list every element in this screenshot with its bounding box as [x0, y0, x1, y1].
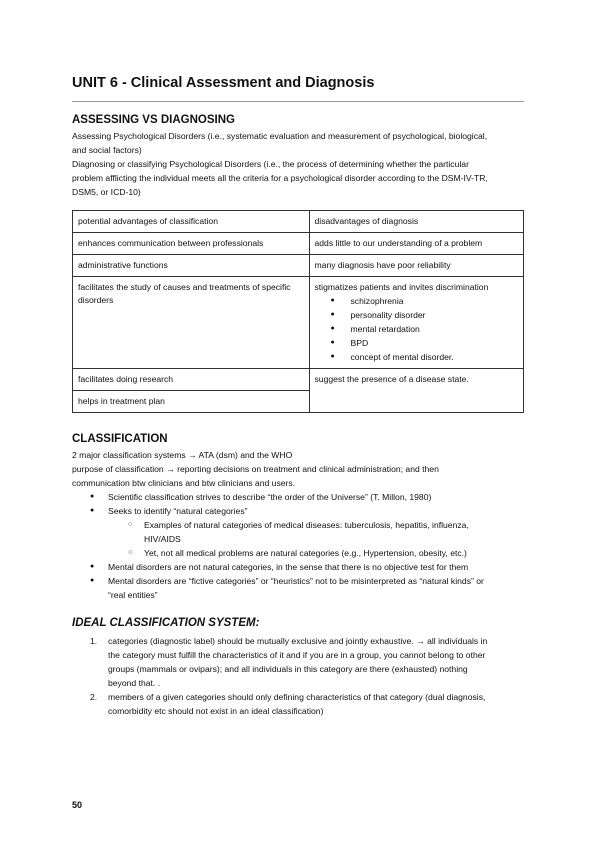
list-item: ● Seeks to identify “natural categories”	[90, 506, 248, 516]
table-row	[73, 211, 524, 233]
ideal-classification-list	[72, 634, 524, 718]
bullet-icon: ●	[330, 325, 335, 332]
list-item: ● concept of mental disorder.	[330, 352, 454, 362]
bullet-icon: ●	[330, 311, 335, 318]
mental-disorder-bullets	[72, 560, 524, 602]
stigma-bullet-list	[315, 294, 519, 364]
cell-text: stigmatizes patients and invites discrimination	[314, 282, 489, 292]
table-cell: helps in treatment plan	[73, 391, 310, 413]
natural-categories-subbullets	[72, 518, 524, 560]
list-item: groups (mammals or ovipars); and all individuals in this category are there (exhausted) nothing	[108, 664, 468, 674]
classification-table	[72, 210, 524, 413]
list-item: 1. categories (diagnostic label) should be mutually exclusive and jointly exhaustive. → all individuals in	[90, 636, 488, 646]
list-item: “real entities”	[108, 590, 158, 600]
table-row	[73, 255, 524, 277]
bullet-icon: ●	[90, 563, 95, 570]
list-item: ● Mental disorders are not natural categories, in the sense that there is no objective test for them	[90, 562, 469, 572]
page-title: UNIT 6 - Clinical Assessment and Diagnosis	[72, 75, 375, 91]
table-cell: enhances communication between professionals	[73, 233, 310, 255]
paragraph-line: 2 major classification systems → ATA (dsm) and the WHO	[72, 450, 293, 460]
list-number: 2.	[90, 692, 98, 702]
table-header-advantages: potential advantages of classification	[73, 211, 310, 233]
bullet-icon: ●	[90, 493, 95, 500]
table-row	[73, 369, 524, 391]
list-item: 2. members of a given categories should only defining characteristics of that category (dual diagnosis,	[90, 692, 486, 702]
paragraph-line: purpose of classification → reporting decisions on treatment and clinical administration; and then	[72, 464, 439, 474]
list-item: ● schizophrenia	[330, 296, 404, 306]
table-cell: facilitates doing research	[73, 369, 310, 391]
list-item: beyond that. .	[108, 678, 161, 688]
circle-bullet-icon: ○	[128, 521, 133, 528]
table-cell: facilitates the study of causes and treatments of specific disorders	[73, 277, 310, 369]
paragraph-line: problem afflicting the individual meets all the criteria for a psychological disorder according to the DSM-IV-TR,	[72, 173, 488, 183]
table-row	[73, 277, 524, 369]
table-cell: adds little to our understanding of a problem	[309, 233, 524, 255]
list-item: comorbidity etc should not exist in an ideal classification)	[108, 706, 324, 716]
table-header-disadvantages: disadvantages of diagnosis	[309, 211, 524, 233]
list-item: ● Mental disorders are “fictive categories” or “heuristics” not to be misinterpreted as “natural kinds” or	[90, 576, 484, 586]
bullet-icon: ●	[330, 297, 335, 304]
list-item: ● personality disorder	[330, 310, 426, 320]
page-number: 50	[72, 800, 83, 810]
list-item: ○ Yet, not all medical problems are natural categories (e.g., Hypertension, obesity, etc.)	[128, 548, 467, 558]
section-heading-classification: CLASSIFICATION	[72, 433, 168, 445]
bullet-icon: ●	[330, 353, 335, 360]
table-cell	[309, 277, 524, 369]
paragraph-line: and social factors)	[72, 145, 142, 155]
paragraph-line: Assessing Psychological Disorders (i.e., systematic evaluation and measurement of psychological, biological,	[72, 131, 488, 141]
title-divider	[72, 101, 524, 102]
list-item: ● Scientific classification strives to describe “the order of the Universe” (T. Millon, 1980)	[90, 492, 432, 502]
bullet-icon: ●	[330, 339, 335, 346]
paragraph-line: communication btw clinicians and btw clinicians and users.	[72, 478, 296, 488]
classification-bullets	[72, 490, 524, 518]
list-item: ○ Examples of natural categories of medical diseases: tuberculosis, hepatitis, influenza,	[128, 520, 469, 530]
list-item: HIV/AIDS	[144, 534, 181, 544]
table-cell: many diagnosis have poor reliability	[309, 255, 524, 277]
section-heading-ideal-classification: IDEAL CLASSIFICATION SYSTEM:	[72, 617, 260, 629]
section-heading-assessing: ASSESSING VS DIAGNOSING	[72, 114, 235, 126]
table-cell: suggest the presence of a disease state.	[309, 369, 524, 413]
list-item: ● mental retardation	[330, 324, 420, 334]
bullet-icon: ●	[90, 507, 95, 514]
table-row	[73, 233, 524, 255]
table-cell: administrative functions	[73, 255, 310, 277]
circle-bullet-icon: ○	[128, 549, 133, 556]
paragraph-line: DSM5, or ICD-10)	[72, 187, 141, 197]
list-number: 1.	[90, 636, 98, 646]
bullet-icon: ●	[90, 577, 95, 584]
document-page	[72, 74, 524, 718]
list-item: the category must fulfill the characteristics of it and if you are in a group, you cannot belong to other	[108, 650, 486, 660]
paragraph-line: Diagnosing or classifying Psychological Disorders (i.e., the process of determining whether the particular	[72, 159, 469, 169]
list-item: ● BPD	[330, 338, 369, 348]
